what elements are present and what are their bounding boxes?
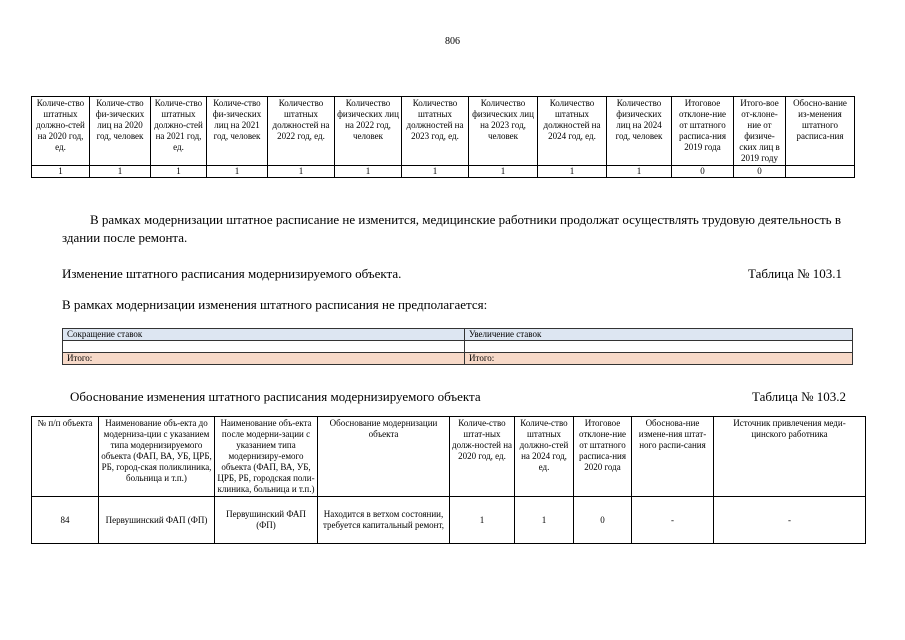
header-cell: Обосно-вание из-менения штатного расписа-ния (786, 97, 855, 166)
paragraph-no-change: В рамках модернизации изменения штатного расписания не предполагается: (62, 297, 488, 312)
header-cell: Количе-ство штат-ных долж-ностей на 2020 год, ед. (450, 417, 515, 497)
header-cell: Количество физических лиц на 2022 год, человек (335, 97, 402, 166)
header-cell: Количество физических лиц на 2023 год, человек (469, 97, 538, 166)
section-title: Обоснование изменения штатного расписания модернизируемого объекта (70, 389, 481, 404)
table-cell: Первушинский ФАП (ФП) (99, 497, 215, 544)
table-cell: Первушинский ФАП (ФП) (215, 497, 318, 544)
header-cell: Количе-ство штатных должно-стей на 2020 год, ед. (32, 97, 90, 166)
table-cell: Находится в ветхом состоянии, требуется капитальный ремонт, (318, 497, 450, 544)
header-cell: Итого-вое от-клоне-ние от физиче-ских лиц в 2019 году (734, 97, 786, 166)
table-cell (786, 166, 855, 178)
table-cell: 1 (151, 166, 207, 178)
header-cell: Количество физических лиц на 2024 год, человек (607, 97, 672, 166)
table-cell: 84 (32, 497, 99, 544)
table-cell (63, 341, 465, 353)
table-cell: 1 (515, 497, 574, 544)
total-cell: Итого: (465, 353, 853, 365)
header-cell: Итоговое отклоне-ние от штатного расписа-ния 2020 года (574, 417, 632, 497)
table-cell: 1 (402, 166, 469, 178)
section-title: Изменение штатного расписания модернизируемого объекта. (62, 266, 402, 281)
table-cell: - (632, 497, 714, 544)
header-cell: Количество штатных должностей на 2024 год, ед. (538, 97, 607, 166)
table-label: Таблица № 103.1 (747, 266, 842, 281)
header-cell: Количе-ство фи-зических лиц на 2021 год, человек (207, 97, 268, 166)
table-cell: 1 (207, 166, 268, 178)
rate-change-table (62, 328, 853, 365)
table-cell: 1 (607, 166, 672, 178)
table-row (63, 341, 853, 353)
table-label: Таблица № 103.2 (751, 389, 846, 404)
table-cell: 1 (90, 166, 151, 178)
table-cell: 0 (574, 497, 632, 544)
header-cell-increase: Увеличение ставок (465, 329, 853, 341)
header-cell: Количе-ство штатных должно-стей на 2024 год, ед. (515, 417, 574, 497)
header-cell: Источник привлечения меди-цинского работника (714, 417, 866, 497)
table-row (32, 497, 866, 544)
table-total-row (63, 353, 853, 365)
header-cell: Наименование объ-екта до модерниза-ции с указанием типа модернизируемого объекта (ФАП, ВА, УБ, ЦРБ, РБ, город-ская поликлиника, больница и т.п.) (99, 417, 215, 497)
table-cell: 1 (450, 497, 515, 544)
header-cell: Количество штатных должностей на 2022 год, ед. (268, 97, 335, 166)
staffing-table (31, 96, 855, 178)
section-heading-staffing-change (62, 266, 842, 282)
section-heading-justification (70, 389, 846, 405)
table-cell: 1 (32, 166, 90, 178)
header-cell: Итоговое отклоне-ние от штатного расписа-ния 2019 года (672, 97, 734, 166)
table-cell: 0 (734, 166, 786, 178)
page-number: 806 (445, 36, 460, 47)
table-cell: 1 (538, 166, 607, 178)
justification-table (31, 416, 866, 544)
header-cell-reduction: Сокращение ставок (63, 329, 465, 341)
table-row (32, 166, 855, 178)
table-cell: 1 (469, 166, 538, 178)
header-cell: Наименование объ-екта после модерни-зации с указанием типа модернизиру-емого объекта (ФАП, ВА, УБ, ЦРБ, РБ, городская поли-клиника, больница и т.п.) (215, 417, 318, 497)
header-cell: № п/п объекта (32, 417, 99, 497)
header-cell: Количество штатных должностей на 2023 год, ед. (402, 97, 469, 166)
header-cell: Обоснова-ние измене-ния штат-ного распи-сания (632, 417, 714, 497)
paragraph-modernization: В рамках модернизации штатное расписание не изменится, медицинские работники продолжат осуществлять трудовую деятельность в здании после ремонта. (62, 212, 841, 245)
table-cell: 1 (268, 166, 335, 178)
total-cell: Итого: (63, 353, 465, 365)
table-cell: - (714, 497, 866, 544)
header-cell: Количе-ство штатных должно-стей на 2021 год, ед. (151, 97, 207, 166)
table-header-row (32, 97, 855, 166)
header-cell: Обоснование модернизации объекта (318, 417, 450, 497)
header-cell: Количе-ство фи-зических лиц на 2020 год, человек (90, 97, 151, 166)
table-cell: 1 (335, 166, 402, 178)
table-cell: 0 (672, 166, 734, 178)
table-header-row (63, 329, 853, 341)
table-cell (465, 341, 853, 353)
table-header-row (32, 417, 866, 497)
